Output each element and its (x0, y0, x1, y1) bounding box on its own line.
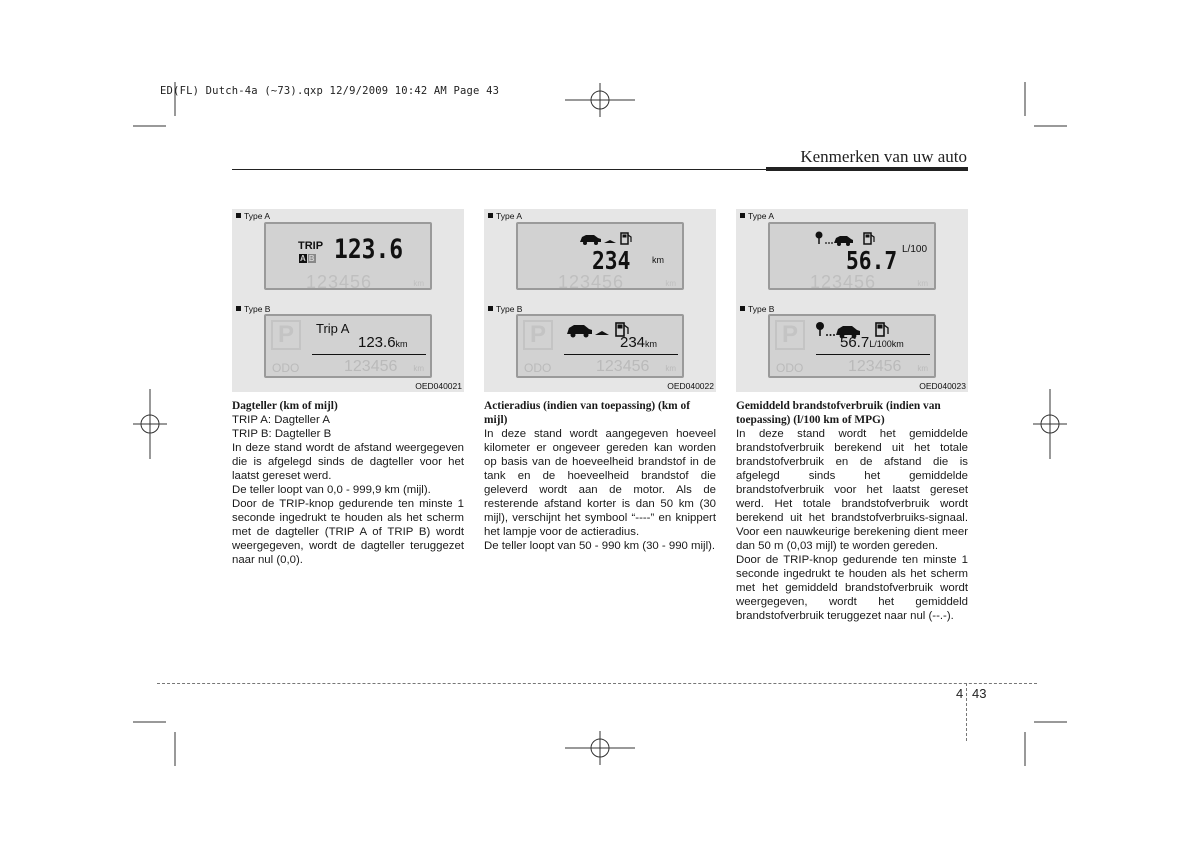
trip-a-title: Trip A (316, 321, 350, 336)
ghost-odo-label: ODO (272, 361, 300, 375)
registration-mark-top (565, 83, 635, 117)
print-slug: ED(FL) Dutch-4a (~73).qxp 12/9/2009 10:42 AM Page 43 (160, 85, 500, 97)
paragraph: In deze stand wordt de afstand weergegeven die is afgelegd sinds de dagteller voor het laatst gereset werd. (232, 442, 464, 482)
trip-value: 123.6km (358, 334, 408, 351)
ghost-odometer: 123456 (306, 272, 373, 290)
section-number: 4 (956, 686, 964, 701)
trip-label: TRIP (298, 240, 324, 252)
ghost-odometer: 123456 (810, 272, 877, 290)
lcd-type-a (768, 222, 936, 290)
figure-range (484, 209, 716, 392)
range-value: 234km (620, 334, 658, 351)
ghost-odometer-unit: km (413, 279, 424, 288)
paragraph: In deze stand wordt het gemiddelde brandstofverbruik berekend uit het totale brandstofverbruik en de afstand die is afgelegd sinds het gemiddelde brandstofverbruik voor het laatst gereset werd. Het totale brandstofverbruik wordt berekend uit het brandstofverbruiks-signaal. Voor een nauwkeurige berekening dient meer dan 50 m (0,03 mijl) te worden gereden. (736, 428, 968, 552)
column-range (484, 209, 716, 553)
column-average-fuel (736, 209, 968, 623)
footer-dotted-rule (157, 683, 1037, 684)
lcd-type-a (516, 222, 684, 290)
paragraph: In deze stand wordt aangegeven hoeveel kilometer er ongeveer gereden kan worden op basis van de hoeveelheid brandstof in de tank en de hoeveelheid brandstof die geleverd wordt aan de motor. Als de resterende afstand korter is dan 50 km (30 mijl), verschijnt het symbool “----” en knippert het lampje voor de actieradius. (484, 428, 716, 538)
type-b-label: Type B (740, 304, 774, 314)
ghost-odometer: 123456 (848, 358, 902, 375)
type-b-label: Type B (236, 304, 270, 314)
ghost-odometer: 123456 (596, 358, 650, 375)
ghost-p: P (523, 320, 553, 350)
range-unit: km (652, 255, 664, 265)
paragraph: Door de TRIP-knop gedurende ten minste 1 seconde ingedrukt te houden als het scherm met de dagteller (TRIP A of TRIP B) wordt weergegeven, wordt de dagteller teruggezet naar nul (0,0). (232, 498, 464, 566)
type-a-label: Type A (236, 211, 270, 221)
type-b-label: Type B (488, 304, 522, 314)
page-header-title: Kenmerken van uw auto (800, 147, 967, 166)
header-bar (766, 167, 968, 171)
section-heading: Actieradius (indien van toepassing) (km of mijl) (484, 400, 690, 426)
lcd-rule (564, 354, 678, 355)
figure-average-fuel (736, 209, 968, 392)
paragraph: De teller loopt van 0,0 - 999,9 km (mijl). (232, 484, 431, 496)
figure-code: OED040023 (919, 381, 966, 391)
ghost-odometer: 123456 (344, 358, 398, 375)
ghost-odometer-unit: km (413, 364, 424, 373)
lcd-type-a (264, 222, 432, 290)
text-range (484, 399, 716, 553)
average-fuel-value: 56.7L/100km (840, 334, 904, 351)
section-heading: Gemiddeld brandstofverbruik (indien van toepassing) (l/100 km of MPG) (736, 400, 941, 426)
average-fuel-unit: L/100 (902, 244, 928, 255)
text-trip-meter (232, 399, 464, 567)
range-value: 234 (592, 246, 631, 275)
ghost-odometer-unit: km (665, 364, 676, 373)
ghost-odometer-unit: km (917, 364, 928, 373)
ghost-odometer: 123456 (558, 272, 625, 290)
ghost-p: P (271, 320, 301, 350)
lcd-rule (312, 354, 426, 355)
figure-code: OED040022 (667, 381, 714, 391)
lcd-type-b (516, 314, 684, 378)
text-line: TRIP B: Dagteller B (232, 428, 332, 440)
average-fuel-value: 56.7 (846, 246, 898, 275)
section-heading: Dagteller (km of mijl) (232, 400, 338, 412)
figure-trip-meter (232, 209, 464, 392)
paragraph: De teller loopt van 50 - 990 km (30 - 990 mijl). (484, 540, 716, 552)
lcd-type-b (264, 314, 432, 378)
ghost-odometer-unit: km (665, 279, 676, 288)
type-a-label: Type A (740, 211, 774, 221)
type-a-label: Type A (488, 211, 522, 221)
registration-mark-bottom (565, 731, 635, 765)
ghost-odo-label: ODO (776, 361, 804, 375)
page-number: 43 (972, 686, 987, 701)
ghost-odometer-unit: km (917, 279, 928, 288)
text-line: TRIP A: Dagteller A (232, 414, 330, 426)
lcd-rule (816, 354, 930, 355)
column-trip-meter (232, 209, 464, 567)
ghost-p: P (775, 320, 805, 350)
figure-code: OED040021 (415, 381, 462, 391)
trip-value: 123.6 (334, 234, 404, 265)
paragraph: Door de TRIP-knop gedurende ten minste 1 seconde ingedrukt te houden als het scherm met het gemiddeld brandstofverbruik wordt weergegeven, wordt het gemiddeld brandstofverbruik teruggezet naar nul (--.-). (736, 554, 968, 622)
text-average-fuel (736, 399, 968, 623)
registration-mark-left (133, 389, 167, 459)
trip-ab-indicator: A B (300, 254, 315, 263)
lcd-type-b (768, 314, 936, 378)
footer-separator (966, 683, 967, 741)
registration-mark-right (1033, 389, 1067, 459)
ghost-odo-label: ODO (524, 361, 552, 375)
